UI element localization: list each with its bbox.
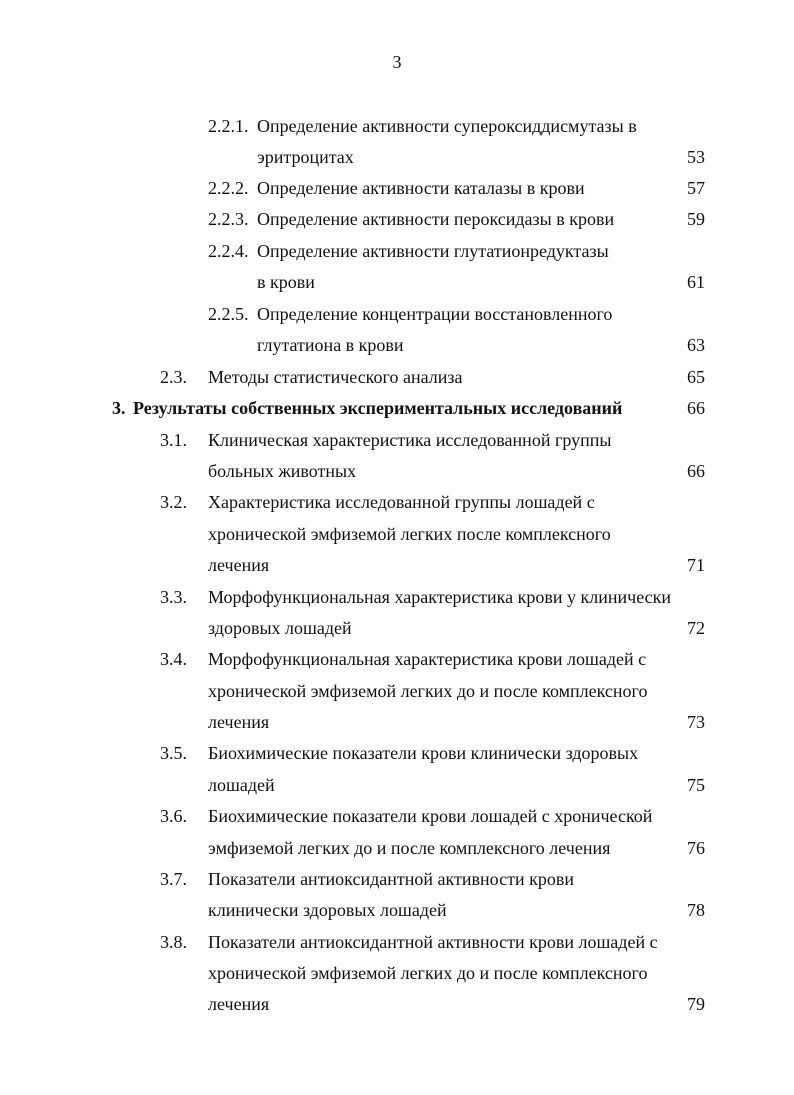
toc-entry-number: 2.2.3. — [208, 209, 249, 229]
toc-entry-title: Клиническая характеристика исследованной группы — [208, 430, 612, 450]
toc-entry-number: 2.2.2. — [208, 178, 249, 198]
toc-entry-number: 3.8. — [160, 932, 187, 952]
toc-entry-title: клинически здоровых лошадей — [208, 900, 447, 920]
toc-entry-title: лечения — [208, 555, 270, 575]
toc-entry-title: Определение концентрации восстановленного — [257, 304, 613, 324]
toc-entry-title: Морфофункциональная характеристика крови у клинически — [208, 587, 671, 607]
toc-entry-title: лечения — [208, 994, 270, 1014]
toc-entry-title: Определение активности глутатионредуктазы — [257, 241, 609, 261]
toc-entry-number: 2.2.5. — [208, 304, 249, 324]
toc-entry-page: 79 — [687, 994, 705, 1014]
toc-entry-title: хронической эмфиземой легких до и после комплексного — [208, 963, 648, 983]
toc-entry-title: хронической эмфиземой легких после комплексного — [208, 524, 611, 544]
toc-entry-page: 61 — [687, 272, 705, 292]
toc-entry-title: Определение активности пероксидазы в крови — [257, 209, 615, 229]
toc-entry-page: 76 — [687, 838, 705, 858]
toc-entry-title: Показатели антиоксидантной активности крови лошадей с — [208, 932, 658, 952]
toc-entry-page: 75 — [687, 775, 705, 795]
toc-entry-title: Морфофункциональная характеристика крови лошадей с — [208, 649, 647, 669]
toc-entry-number: 2.3. — [160, 367, 187, 387]
toc-entry-title: больных животных — [208, 461, 357, 481]
toc-entry-title: Биохимические показатели крови клинически здоровых — [208, 743, 639, 763]
toc-entry-number: 3.7. — [160, 869, 187, 889]
toc-entry-title: лошадей — [208, 775, 275, 795]
toc-chapter-number: 3. — [112, 398, 126, 418]
toc-entry-title: Определение активности каталазы в крови — [257, 178, 585, 198]
toc-entry-number: 3.2. — [160, 492, 187, 512]
toc-entry-page: 53 — [687, 147, 705, 167]
toc-entry-page: 72 — [687, 618, 705, 638]
toc-entry-page: 63 — [687, 335, 705, 355]
toc-entry-title: Биохимические показатели крови лошадей с хронической — [208, 806, 653, 826]
toc-entry-title: эритроцитах — [257, 147, 354, 167]
toc-entry-page: 66 — [687, 398, 705, 418]
toc-entry-page: 65 — [687, 367, 705, 387]
toc-entry-title: здоровых лошадей — [208, 618, 352, 638]
toc-entry-number: 3.4. — [160, 649, 187, 669]
toc-entry-title: хронической эмфиземой легких до и после комплексного — [208, 681, 648, 701]
toc-entry-title: эмфиземой легких до и после комплексного лечения — [208, 838, 611, 858]
toc-entry-title: глутатиона в крови — [257, 335, 404, 355]
toc-entry-page: 71 — [687, 555, 705, 575]
toc-entry-page: 73 — [687, 712, 705, 732]
toc-entry-page: 59 — [687, 209, 705, 229]
toc-entry-title: Показатели антиоксидантной активности крови — [208, 869, 574, 889]
toc-entry-number: 2.2.1. — [208, 116, 249, 136]
toc-entry-number: 3.5. — [160, 743, 187, 763]
toc-entry-title: лечения — [208, 712, 270, 732]
toc-entry-number: 2.2.4. — [208, 241, 249, 261]
toc-entry-title: Характеристика исследованной группы лошадей с — [208, 492, 595, 512]
toc-entry-number: 3.1. — [160, 430, 187, 450]
toc-entry-page: 66 — [687, 461, 705, 481]
toc-entry-number: 3.3. — [160, 587, 187, 607]
toc-entry-page: 57 — [687, 178, 705, 198]
toc-entry-title: в крови — [257, 272, 315, 292]
toc-entry-title: Определение активности супероксиддисмутазы в — [257, 116, 637, 136]
toc-chapter-title: Результаты собственных экспериментальных исследований — [133, 398, 623, 418]
toc-entry-title: Методы статистического анализа — [208, 367, 463, 387]
toc-entry-page: 78 — [687, 900, 705, 920]
page-number: 3 — [392, 52, 402, 72]
toc-entry-number: 3.6. — [160, 806, 187, 826]
